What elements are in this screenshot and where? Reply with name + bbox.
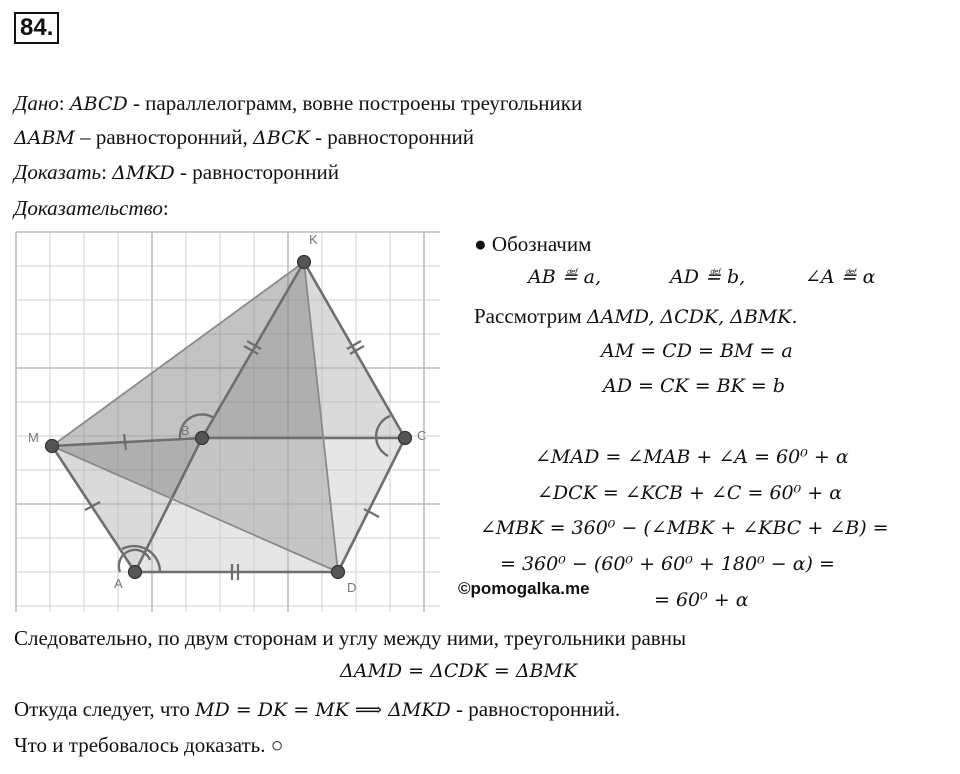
given-line-1: Дано: ABCD - параллелограмм, вовне построены треугольники xyxy=(14,91,583,115)
proof-label: Доказательство xyxy=(14,196,163,220)
proof-bullet: ● Обозначим xyxy=(474,232,592,256)
conclusion-text-c: - равносторонний. xyxy=(450,697,621,721)
equation-5: ∠MBK = 360⁰ − (∠MBK + ∠KBC + ∠B) = xyxy=(480,517,889,539)
given-text-2: – равносторонний, xyxy=(74,125,254,149)
prove-line: Доказать: ΔMKD - равносторонний xyxy=(14,160,339,184)
point-label-b: B xyxy=(181,423,190,438)
conclusion-text-a: Откуда следует, что xyxy=(14,697,196,721)
given-expr-abm: ΔABM xyxy=(14,127,75,149)
given-text-1: - параллелограмм, вовне построены треугольники xyxy=(127,91,583,115)
consider-expr: ΔAMD, ΔCDK, ΔBMK. xyxy=(586,306,798,328)
watermark: ©pomogalka.me xyxy=(458,579,590,598)
given-expr-bck: ΔBCK xyxy=(253,127,310,149)
qed-line: Что и требовалось доказать. ○ xyxy=(14,733,284,757)
given-expr-abcd: ABCD xyxy=(69,93,128,115)
conclusion-equality: ΔAMD = ΔCDK = ΔBMK xyxy=(340,660,578,682)
conclusion-line-3 xyxy=(14,696,620,723)
problem-number: 84. xyxy=(14,12,59,44)
equation-7: = 60⁰ + α xyxy=(654,589,749,611)
conclusion-expr: MD = DK = MK ⟹ ΔMKD xyxy=(195,699,451,721)
consider-line xyxy=(474,303,798,330)
prove-expr: ΔMKD xyxy=(112,162,175,184)
prove-label: Доказать xyxy=(14,160,102,184)
equation-4: ∠DCK = ∠KCB + ∠C = 60⁰ + α xyxy=(537,482,843,504)
point-label-d: D xyxy=(347,580,357,595)
conclusion-line-1: Следовательно, по двум сторонам и углу между ними, треугольники равны xyxy=(14,626,687,650)
definition-ab: AB ≝ a, xyxy=(528,266,602,288)
equation-2: AD = CK = BK = b xyxy=(603,375,786,397)
point-label-m: M xyxy=(28,430,39,445)
proof-heading: Доказательство: xyxy=(14,196,169,220)
equation-1: AM = CD = BM = a xyxy=(601,340,793,362)
given-label: Дано xyxy=(14,91,59,115)
definition-angle-a: ∠A ≝ α xyxy=(805,266,876,288)
consider-label: Рассмотрим xyxy=(474,304,587,328)
point-label-a: A xyxy=(114,576,123,591)
point-label-k: K xyxy=(309,232,318,247)
parallelogram-figure xyxy=(0,222,450,614)
equation-6: = 360⁰ − (60⁰ + 60⁰ + 180⁰ − α) = xyxy=(500,553,835,575)
point-label-c: C xyxy=(417,428,427,443)
given-text-3: - равносторонний xyxy=(309,125,474,149)
given-line-2 xyxy=(14,124,474,151)
definition-ad: AD ≝ b, xyxy=(670,266,746,288)
prove-text: - равносторонний xyxy=(174,160,339,184)
equation-3: ∠MAD = ∠MAB + ∠A = 60⁰ + α xyxy=(535,446,849,468)
